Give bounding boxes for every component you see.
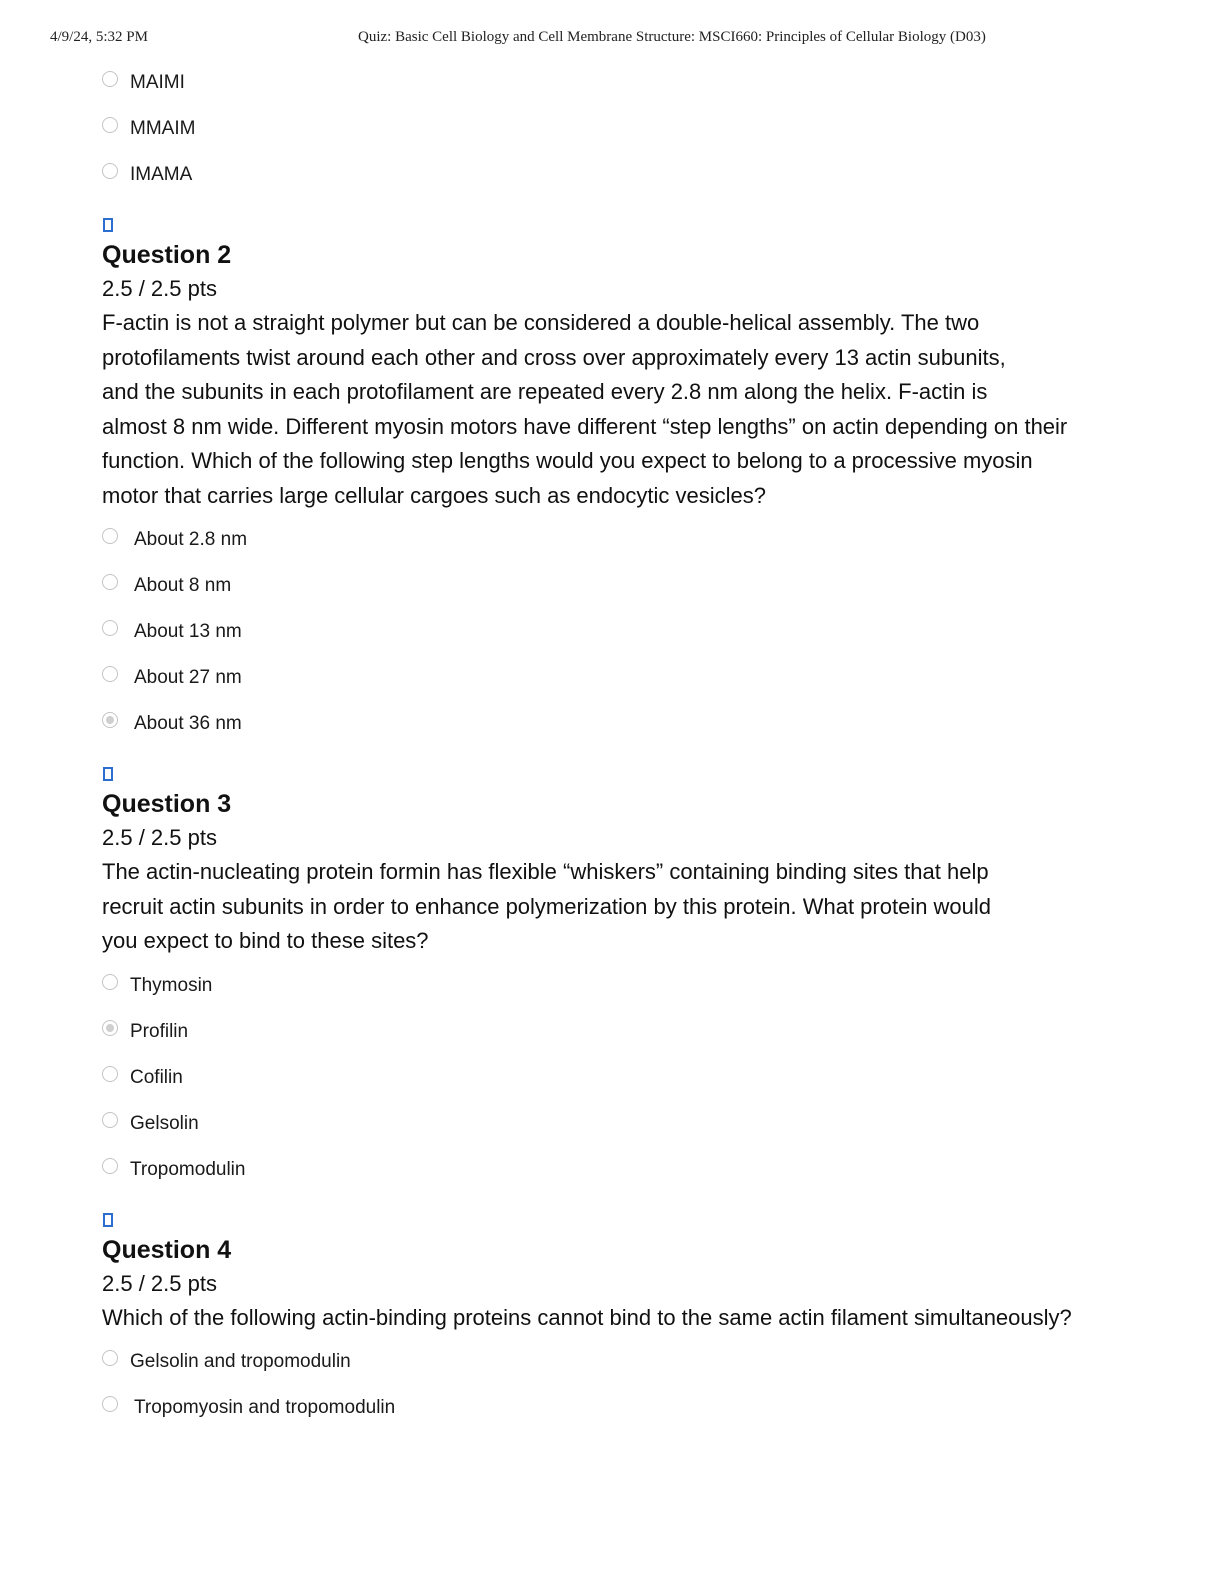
radio-button[interactable] [102,1112,118,1128]
question-points: 2.5 / 2.5 pts [102,1270,217,1296]
radio-button[interactable] [102,1158,118,1174]
answer-label: Thymosin [130,974,213,996]
question-text-line: Which of the following actin-binding proteins cannot bind to the same actin filament simultaneously? [102,1304,1072,1330]
answer-option-selected[interactable] [102,1009,1142,1055]
answer-option[interactable] [102,1147,1142,1193]
answer-option[interactable] [102,1055,1142,1101]
radio-button-selected[interactable] [102,712,118,728]
question-text-line: motor that carries large cellular cargoes such as endocytic vesicles? [102,482,766,508]
question-text-line: you expect to bind to these sites? [102,928,429,953]
quiz-content [102,60,1142,1431]
answer-option[interactable] [102,1385,1142,1431]
print-title: Quiz: Basic Cell Biology and Cell Membrane Structure: MSCI660: Principles of Cellular Biology (D03) [358,29,986,45]
radio-button[interactable] [102,163,118,179]
question-text [102,1301,1142,1336]
question-points: 2.5 / 2.5 pts [102,825,217,850]
question-text [102,855,1142,959]
print-date: 4/9/24, 5:32 PM [50,29,148,45]
answer-option[interactable] [102,655,1142,701]
question-2 [102,218,1142,747]
answer-option-selected[interactable] [102,701,1142,747]
question-text-line: almost 8 nm wide. Different myosin motors have different “step lengths” on actin depending on their [102,413,1068,439]
radio-button[interactable] [102,117,118,133]
radio-button[interactable] [102,620,118,636]
answer-option[interactable] [102,517,1142,563]
question-title: Question 2 [102,241,232,269]
flag-icon[interactable] [103,218,113,232]
question-text-line: protofilaments twist around each other and cross over approximately every 13 actin subunits, [102,344,1006,370]
radio-button-selected[interactable] [102,1020,118,1036]
radio-button[interactable] [102,666,118,682]
answer-label: About 27 nm [134,667,242,688]
question-points: 2.5 / 2.5 pts [102,276,217,301]
radio-button[interactable] [102,974,118,990]
answer-label: Gelsolin and tropomodulin [130,1351,351,1372]
question-3 [102,767,1142,1193]
question-title: Question 4 [102,1235,232,1264]
answer-label: Cofilin [130,1066,183,1088]
answer-label: About 8 nm [134,575,232,596]
answer-option[interactable] [102,1101,1142,1147]
radio-button[interactable] [102,528,118,544]
answer-label: Gelsolin [130,1112,199,1134]
answer-option[interactable] [102,609,1142,655]
answer-option[interactable] [102,152,1142,198]
radio-button[interactable] [102,1350,118,1366]
radio-button[interactable] [102,574,118,590]
question-text [102,306,1142,513]
answer-label: Tropomyosin and tropomodulin [134,1397,396,1418]
answer-label: About 2.8 nm [134,529,248,550]
question-1-options [102,60,1142,198]
flag-icon[interactable] [103,1213,113,1227]
answer-option[interactable] [102,106,1142,152]
answer-label: MAIMI [130,72,185,93]
answer-option[interactable] [102,1339,1142,1385]
answer-option[interactable] [102,963,1142,1009]
answer-label: Profilin [130,1020,189,1042]
answer-option[interactable] [102,60,1142,106]
answer-label: IMAMA [130,164,193,185]
answer-label: MMAIM [130,118,196,139]
answer-label: Tropomodulin [130,1158,246,1180]
question-4 [102,1213,1142,1432]
flag-icon[interactable] [103,767,113,781]
question-text-line: and the subunits in each protofilament are repeated every 2.8 nm along the helix. F-actin is [102,379,988,404]
question-text-line: F-actin is not a straight polymer but can be considered a double-helical assembly. The two [102,310,980,335]
question-text-line: function. Which of the following step lengths would you expect to belong to a processive myosin [102,448,1033,473]
question-title: Question 3 [102,790,232,818]
answer-label: About 36 nm [134,713,242,734]
radio-button[interactable] [102,1066,118,1082]
radio-button[interactable] [102,71,118,87]
answer-label: About 13 nm [134,621,242,642]
radio-button[interactable] [102,1396,118,1412]
print-header [0,29,1224,49]
question-text-line: recruit actin subunits in order to enhance polymerization by this protein. What protein would [102,893,992,919]
answer-option[interactable] [102,563,1142,609]
question-text-line: The actin-nucleating protein formin has flexible “whiskers” containing binding sites that help [102,859,989,884]
